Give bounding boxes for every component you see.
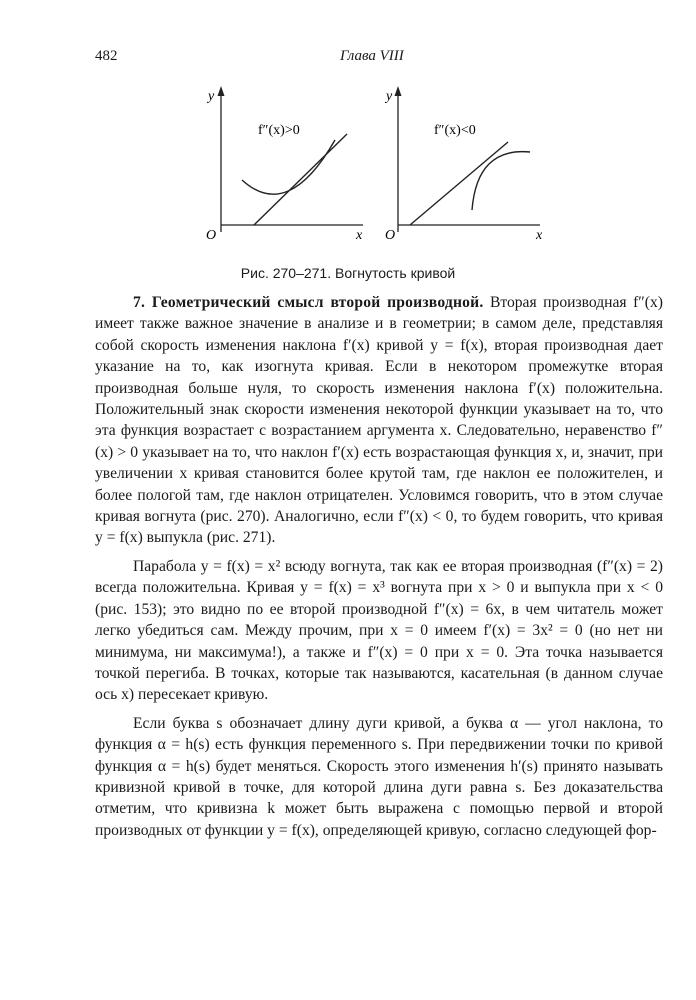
right-convex-curve <box>472 152 530 210</box>
right-y-label: y <box>386 89 393 104</box>
right-origin-label: O <box>385 228 396 243</box>
left-x-label: x <box>356 228 363 243</box>
chapter-title: Глава VIII <box>340 48 404 64</box>
right-condition-label: f″(x)<0 <box>434 123 476 138</box>
left-concave-curve <box>242 140 335 194</box>
page-number: 482 <box>95 48 118 64</box>
right-tangent-line <box>410 142 508 225</box>
figure-left-concave <box>206 86 363 243</box>
paragraph-3: Если буква s обозначает длину дуги кривой, а буква α — угол наклона, то функция α = h(s) есть функция переменного s. При передвижении точки по кривой функция α = h(s) будет меняться. Скорость этого изменения h′(s) принято называть кривизной кривой в точке, для которой длина дуги равна s. Без доказательства отметим, что кривизна k может быть выражена с помощью первой и второй производных от функции y = f(x), определяющей кривую, согласно следующей фор- <box>95 714 663 839</box>
body-text <box>95 292 663 848</box>
section-title: 7. Геометрический смысл второй производной. <box>133 294 484 311</box>
concavity-figure <box>190 82 560 252</box>
paragraph-1 <box>95 292 663 549</box>
left-condition-label: f″(x)>0 <box>258 123 300 138</box>
paragraph-1-text: Вторая производная f″(x) имеет также важное значение в анализе и в геометрии; в самом деле, представляя собой скорость изменения наклона f′(x) кривой y = f(x), вторая производная дает указание на то, как изогнута кривая. Если в некотором промежутке вторая производная больше нуля, то скорость изменения наклона f′(x) положительна. Положительный знак скорости изменения некоторой функции указывает на то, что эта функция возрастает с возрастанием аргумента x. Следовательно, неравенство f″(x) > 0 указывает на то, что наклон f′(x) есть возрастающая функция x, и, значит, при увеличении x кривая становится более крутой там, где наклон ее положителен, и более пологой там, где наклон отрицателен. Условимся говорить, что в этом случае кривая вогнута (рис. 270). Аналогично, если f″(x) < 0, то будем говорить, что кривая y = f(x) выпукла (рис. 271). <box>95 294 663 547</box>
right-y-arrow <box>395 86 402 96</box>
left-y-arrow <box>218 86 225 96</box>
paragraph-2: Парабола y = f(x) = x² всюду вогнута, так как ее вторая производная (f″(x) = 2) всегда положительна. Кривая y = f(x) = x³ вогнута при x > 0 и выпукла при x < 0 (рис. 153); это видно по ее второй производной f″(x) = 6x, в чем читатель может легко убедиться сам. Между прочим, при x = 0 имеем f′(x) = 3x² = 0 (но нет ни минимума, ни максимума!), а также и f″(x) = 0 при x = 0. Эта точка называется точкой перегиба. В точках, которые так называются, касательная (в данном случае ось x) пересекает кривую. <box>95 557 663 704</box>
left-origin-label: O <box>206 228 217 243</box>
page-header <box>95 48 618 70</box>
right-x-label: x <box>536 228 543 243</box>
left-y-label: y <box>208 89 215 104</box>
left-tangent-line <box>254 134 347 225</box>
figure-caption: Рис. 270–271. Вогнутость кривой <box>240 265 456 281</box>
figure-right-convex <box>384 86 543 243</box>
